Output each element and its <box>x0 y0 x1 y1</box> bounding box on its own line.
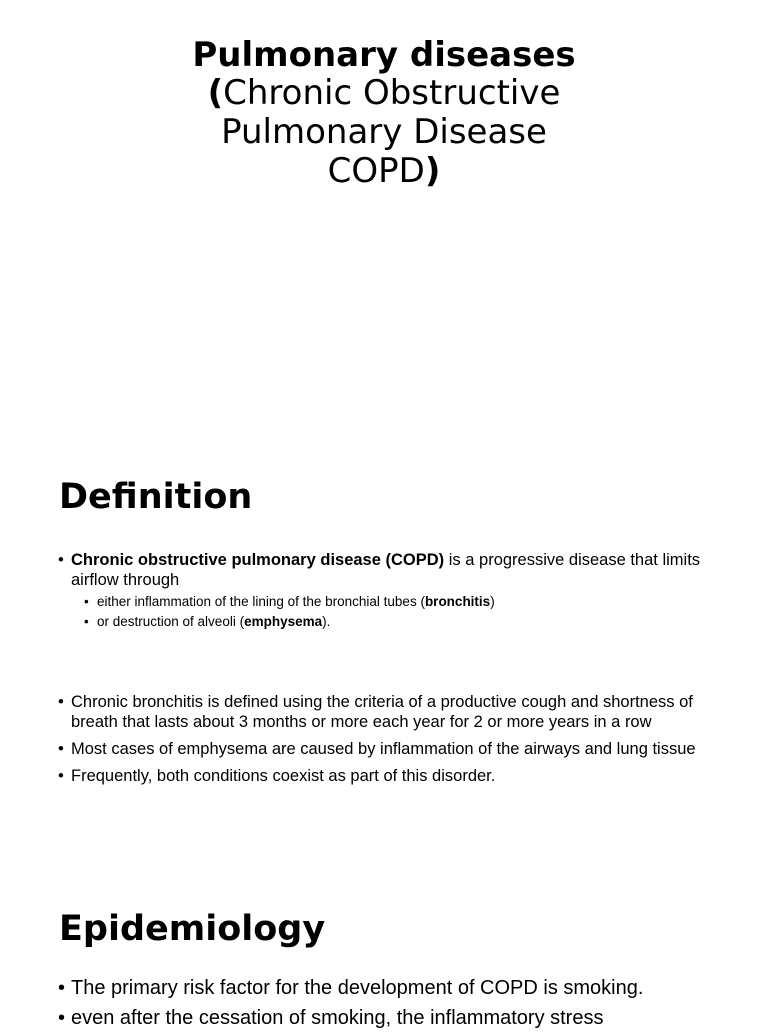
epidemiology-list <box>58 976 708 1036</box>
subitem-text: ) <box>490 594 495 609</box>
list-item: • Most cases of emphysema are caused by inflammation of the airways and lung tissue <box>58 739 708 759</box>
page-title: Pulmonary diseases <box>192 35 576 75</box>
definition-sublist <box>71 592 708 632</box>
definition-intro-text: is a progressive disease that limits airflow through <box>71 551 701 589</box>
bronchitis-term: bronchitis <box>424 594 491 609</box>
slide-title <box>0 36 768 191</box>
definition-intro-list <box>58 550 708 632</box>
list-item <box>71 592 708 612</box>
list-item: • The primary risk factor for the development of COPD is smoking. <box>58 976 708 1000</box>
copd-term: Chronic obstructive pulmonary disease (COPD) <box>71 551 445 569</box>
subitem-text: ). <box>322 614 331 629</box>
emphysema-term: emphysema <box>244 614 323 629</box>
title-subtitle-text-3: COPD <box>327 151 425 191</box>
title-open-paren: ( <box>207 73 224 113</box>
title-subtitle-line-2: Pulmonary Disease <box>221 112 547 152</box>
definition-heading: Definition <box>59 477 253 517</box>
epidemiology-heading: Epidemiology <box>59 909 326 949</box>
list-item <box>58 550 708 632</box>
list-item: • even after the cessation of smoking, the inflammatory stress <box>58 1006 708 1030</box>
subitem-text: or destruction of alveoli ( <box>97 614 245 629</box>
title-subtitle-line-1 <box>0 74 768 113</box>
title-subtitle-text-1: Chronic Obstructive <box>223 73 561 113</box>
list-item: • Frequently, both conditions coexist as part of this disorder. <box>58 766 708 786</box>
definition-details-list <box>58 692 708 793</box>
list-item: • Chronic bronchitis is defined using the criteria of a productive cough and shortness of breath that lasts about 3 months or more each year for 2 or more years in a row <box>58 692 708 732</box>
list-item <box>71 612 708 632</box>
subitem-text: either inflammation of the lining of the bronchial tubes ( <box>97 594 425 609</box>
title-close-paren: ) <box>424 151 441 191</box>
title-subtitle-line-3 <box>0 152 768 191</box>
